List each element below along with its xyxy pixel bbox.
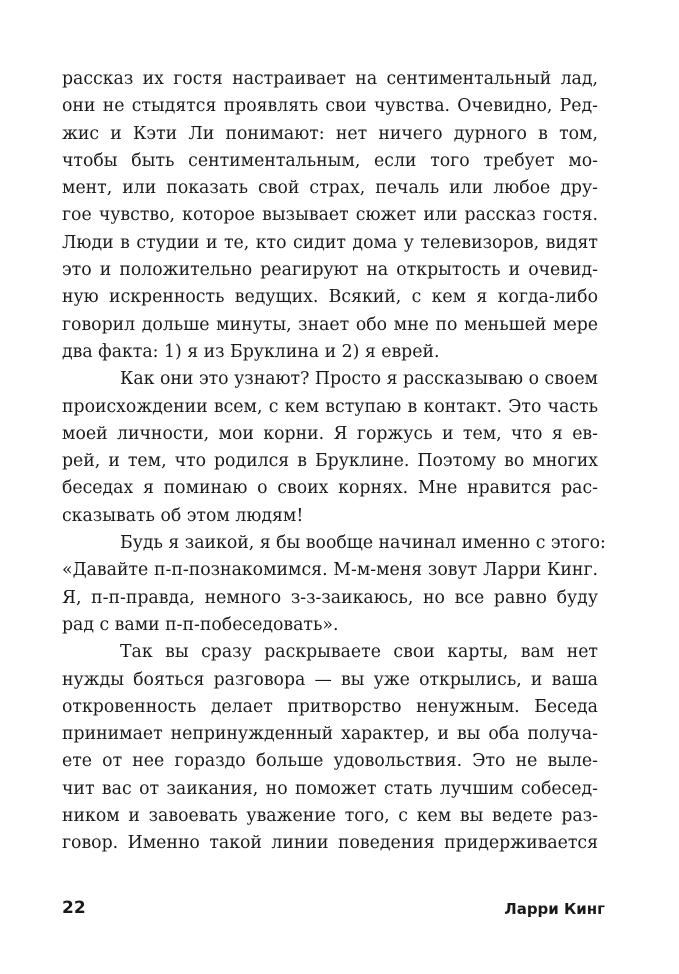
text-line: рассказ их гостя настраивает на сентиментальный лад, xyxy=(62,69,598,89)
text-line: откровенность делает притворство ненужным. Беседа xyxy=(62,696,598,717)
text-line: Как они это узнают? Просто я рассказываю о своем xyxy=(120,369,598,390)
text-line: «Давайте п-п-познакомимся. М-м-меня зовут Ларри Кинг. xyxy=(62,560,598,581)
text-line: моей личности, мои корни. Я горжусь и тем, что я ев- xyxy=(62,423,598,444)
text-line: Будь я заикой, я бы вообще начинал именно с этого: xyxy=(120,533,606,554)
text-line: рей, и тем, что родился в Бруклине. Поэтому во многих xyxy=(62,451,598,472)
text-line: ете от нее гораздо больше удовольствия. Это не выле- xyxy=(62,751,598,772)
text-line: Я, п-п-правда, немного з-з-заикаюсь, но все равно буду xyxy=(62,587,598,608)
text-line: два факта: 1) я из Бруклина и 2) я еврей. xyxy=(62,341,440,362)
text-line: Люди в студии и те, кто сидит дома у телевизоров, видят xyxy=(62,232,598,253)
running-footer-author: Ларри Кинг xyxy=(504,900,605,918)
text-line: говор. Именно такой линии поведения придерживается xyxy=(62,833,598,854)
text-line: это и положительно реагируют на открытость и очевид- xyxy=(62,260,598,281)
text-line: мент, или показать свой страх, печаль или любое дру- xyxy=(62,178,598,199)
text-line: происхождении всем, с кем вступаю в контакт. Это часть xyxy=(62,396,598,417)
text-line: чит вас от заикания, но поможет стать лучшим собесед- xyxy=(62,778,598,799)
page-number: 22 xyxy=(62,898,86,918)
text-line: они не стыдятся проявлять свои чувства. Очевидно, Ред- xyxy=(62,96,598,117)
text-line: Так вы сразу раскрываете свои карты, вам нет xyxy=(120,642,598,663)
text-line: ную искренность ведущих. Всякий, с кем я когда-либо xyxy=(62,287,598,308)
text-line: ником и завоевать уважение того, с кем вы ведете раз- xyxy=(62,806,598,827)
text-line: гое чувство, которое вызывает сюжет или рассказ гостя. xyxy=(62,205,598,226)
text-line: беседах я поминаю о своих корнях. Мне нравится рас- xyxy=(62,478,598,499)
text-line: рад с вами п-п-побеседовать». xyxy=(62,614,339,635)
text-line: жис и Кэти Ли понимают: нет ничего дурного в том, xyxy=(62,123,598,144)
text-line: говорил дольше минуты, знает обо мне по меньшей мере xyxy=(62,314,598,335)
text-line: нужды бояться разговора — вы уже открылись, и ваша xyxy=(62,669,598,690)
text-line: чтобы быть сентиментальным, если того требует мо- xyxy=(62,150,598,171)
text-line: сказывать об этом людям! xyxy=(62,505,304,526)
text-line: принимает непринужденный характер, и вы оба получа- xyxy=(62,724,598,745)
page-body xyxy=(62,66,606,858)
